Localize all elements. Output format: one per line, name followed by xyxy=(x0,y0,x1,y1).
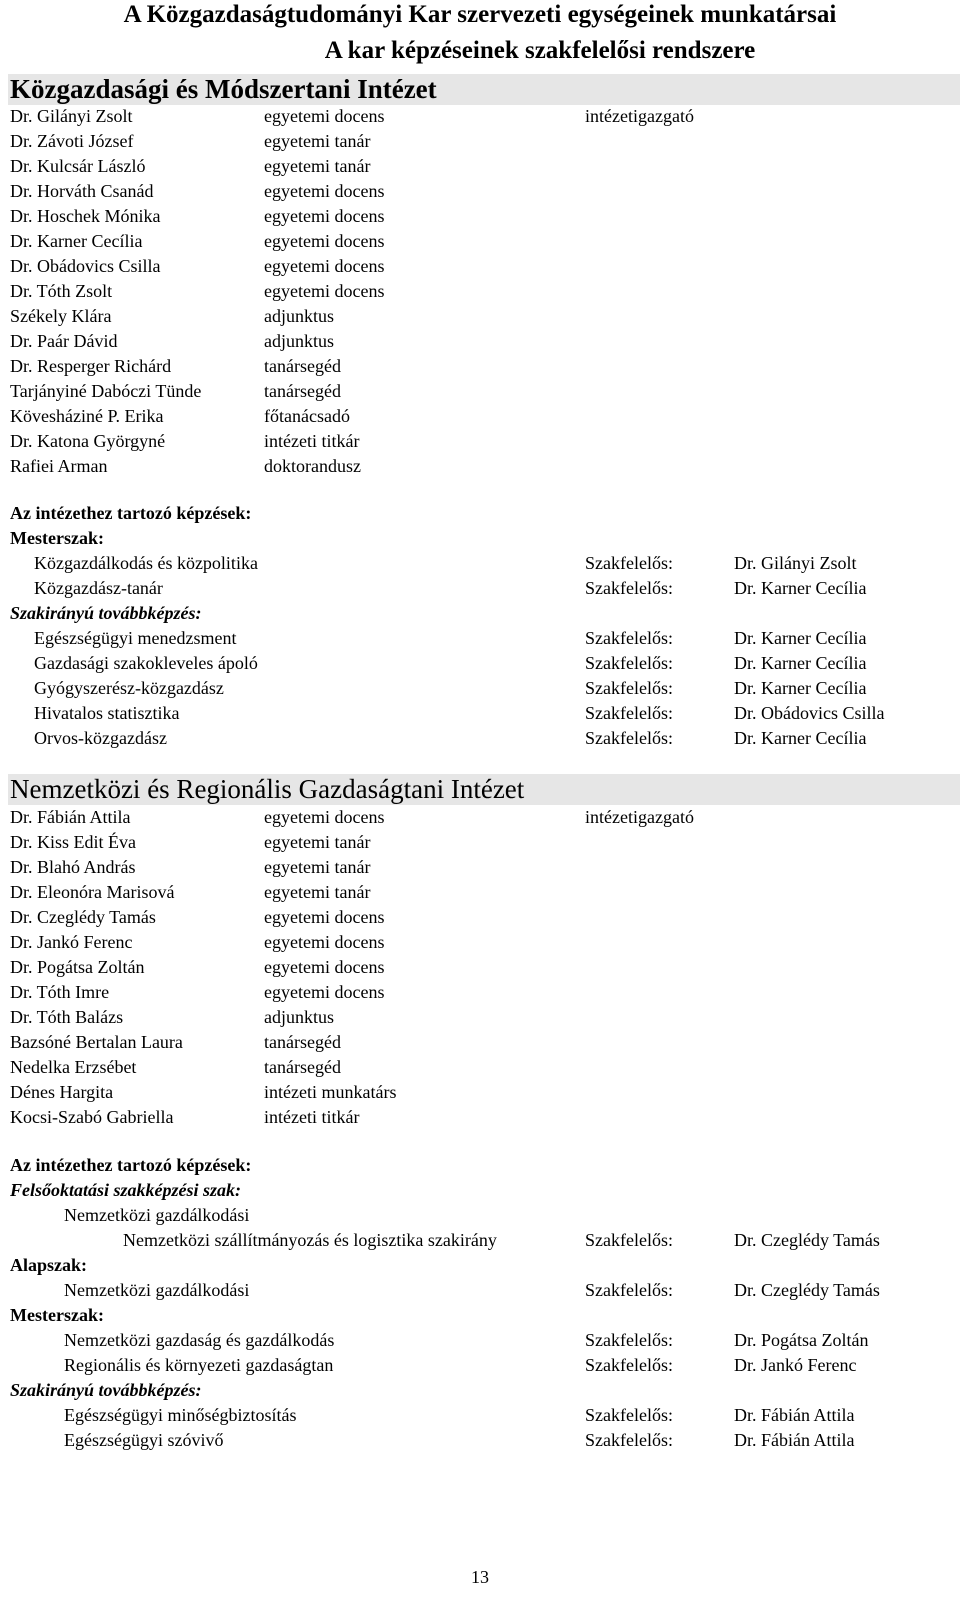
program-name: Gazdasági szakokleveles ápoló xyxy=(34,653,258,673)
responsible-label: Szakfelelős: xyxy=(585,1230,673,1250)
staff-name: Dr. Kiss Edit Éva xyxy=(10,832,136,852)
staff-row xyxy=(0,1030,960,1055)
staff-position: egyetemi tanár xyxy=(264,882,371,902)
program-name: Regionális és környezeti gazdaságtan xyxy=(64,1355,334,1375)
staff-name: Dr. Horváth Csanád xyxy=(10,181,154,201)
staff-position: egyetemi docens xyxy=(264,231,385,251)
staff-name: Dr. Závoti József xyxy=(10,131,134,151)
staff-row xyxy=(0,429,960,454)
staff-row xyxy=(0,855,960,880)
responsible-person: Dr. Obádovics Csilla xyxy=(734,703,885,723)
program-name: Egészségügyi szóvivő xyxy=(64,1430,224,1450)
responsible-person: Dr. Pogátsa Zoltán xyxy=(734,1330,869,1350)
responsible-person: Dr. Fábián Attila xyxy=(734,1430,855,1450)
staff-name: Dr. Eleonóra Marisová xyxy=(10,882,175,902)
responsible-label: Szakfelelős: xyxy=(585,578,673,598)
staff-position: egyetemi docens xyxy=(264,982,385,1002)
staff-row xyxy=(0,905,960,930)
staff-name: Dr. Fábián Attila xyxy=(10,807,131,827)
program-name: Nemzetközi gazdaság és gazdálkodás xyxy=(64,1330,335,1350)
staff-list xyxy=(0,805,960,1130)
staff-row xyxy=(0,1055,960,1080)
staff-row xyxy=(0,254,960,279)
program-name: Közgazdász-tanár xyxy=(34,578,163,598)
staff-name: Dr. Tóth Zsolt xyxy=(10,281,113,301)
staff-row xyxy=(0,329,960,354)
staff-position: adjunktus xyxy=(264,306,334,326)
responsible-label: Szakfelelős: xyxy=(585,653,673,673)
staff-position: egyetemi docens xyxy=(264,256,385,276)
staff-row xyxy=(0,955,960,980)
staff-name: Dr. Blahó András xyxy=(10,857,136,877)
staff-row xyxy=(0,279,960,304)
staff-row xyxy=(0,830,960,855)
staff-name: Dr. Pogátsa Zoltán xyxy=(10,957,145,977)
responsible-label: Szakfelelős: xyxy=(585,703,673,723)
staff-role: intézetigazgató xyxy=(585,807,694,827)
staff-name: Dr. Kulcsár László xyxy=(10,156,146,176)
responsible-person: Dr. Karner Cecília xyxy=(734,728,867,748)
staff-position: tanársegéd xyxy=(264,356,341,376)
staff-position: egyetemi docens xyxy=(264,807,385,827)
staff-row xyxy=(0,154,960,179)
responsible-label: Szakfelelős: xyxy=(585,1330,673,1350)
document-title: A Közgazdaságtudományi Kar szervezeti egységeinek munkatársai xyxy=(123,1,837,28)
program-name: Egészségügyi minőségbiztosítás xyxy=(64,1405,297,1425)
staff-position: egyetemi docens xyxy=(264,281,385,301)
staff-row xyxy=(0,204,960,229)
staff-name: Kövesháziné P. Erika xyxy=(10,406,164,426)
staff-name: Dr. Katona Györgyné xyxy=(10,431,166,451)
responsible-person: Dr. Karner Cecília xyxy=(734,653,867,673)
staff-row xyxy=(0,379,960,404)
staff-name: Nedelka Erzsébet xyxy=(10,1057,137,1077)
responsible-label: Szakfelelős: xyxy=(585,1405,673,1425)
staff-name: Bazsóné Bertalan Laura xyxy=(10,1032,183,1052)
staff-name: Dr. Paár Dávid xyxy=(10,331,118,351)
vocational-label: Felsőoktatási szakképzési szak: xyxy=(10,1180,242,1200)
responsible-person: Dr. Fábián Attila xyxy=(734,1405,855,1425)
staff-position: egyetemi docens xyxy=(264,957,385,977)
staff-position: egyetemi docens xyxy=(264,106,385,126)
program-name: Közgazdálkodás és közpolitika xyxy=(34,553,258,573)
programs-label: Az intézethez tartozó képzések: xyxy=(10,1155,252,1175)
staff-row xyxy=(0,129,960,154)
staff-name: Dr. Tóth Balázs xyxy=(10,1007,124,1027)
staff-position: tanársegéd xyxy=(264,1057,341,1077)
institute-name: Közgazdasági és Módszertani Intézet xyxy=(10,74,437,104)
staff-row xyxy=(0,354,960,379)
staff-name: Dr. Hoschek Mónika xyxy=(10,206,161,226)
program-name: Egészségügyi menedzsment xyxy=(34,628,237,648)
staff-name: Dr. Tóth Imre xyxy=(10,982,110,1002)
responsible-person: Dr. Karner Cecília xyxy=(734,628,867,648)
staff-position: főtanácsadó xyxy=(264,406,350,426)
staff-row xyxy=(0,404,960,429)
staff-position: adjunktus xyxy=(264,331,334,351)
responsible-label: Szakfelelős: xyxy=(585,628,673,648)
staff-position: egyetemi tanár xyxy=(264,832,371,852)
staff-row xyxy=(0,930,960,955)
staff-name: Dr. Czeglédy Tamás xyxy=(10,907,156,927)
staff-position: tanársegéd xyxy=(264,1032,341,1052)
program-name: Nemzetközi gazdálkodási xyxy=(64,1280,250,1300)
staff-name: Dr. Gilányi Zsolt xyxy=(10,106,133,126)
staff-position: egyetemi docens xyxy=(264,181,385,201)
staff-position: egyetemi docens xyxy=(264,907,385,927)
staff-name: Kocsi-Szabó Gabriella xyxy=(10,1107,174,1127)
staff-row xyxy=(0,304,960,329)
further-training-label: Szakirányú továbbképzés: xyxy=(10,1380,202,1400)
staff-position: intézeti titkár xyxy=(264,1107,360,1127)
responsible-label: Szakfelelős: xyxy=(585,1430,673,1450)
responsible-label: Szakfelelős: xyxy=(585,1280,673,1300)
staff-row xyxy=(0,1080,960,1105)
responsible-label: Szakfelelős: xyxy=(585,1355,673,1375)
staff-position: tanársegéd xyxy=(264,381,341,401)
staff-name: Dénes Hargita xyxy=(10,1082,114,1102)
responsible-label: Szakfelelős: xyxy=(585,728,673,748)
staff-name: Székely Klára xyxy=(10,306,112,326)
staff-position: intézeti munkatárs xyxy=(264,1082,397,1102)
further-training-label: Szakirányú továbbképzés: xyxy=(10,603,202,623)
vocational-program-name: Nemzetközi gazdálkodási xyxy=(64,1205,250,1225)
staff-position: egyetemi tanár xyxy=(264,857,371,877)
staff-row xyxy=(0,805,960,830)
staff-row xyxy=(0,980,960,1005)
staff-row xyxy=(0,880,960,905)
staff-role: intézetigazgató xyxy=(585,106,694,126)
staff-name: Dr. Obádovics Csilla xyxy=(10,256,161,276)
program-name: Nemzetközi szállítmányozás és logisztika szakirány xyxy=(123,1230,497,1250)
staff-row xyxy=(0,1105,960,1130)
bachelor-label: Alapszak: xyxy=(10,1255,88,1275)
staff-row xyxy=(0,104,960,129)
responsible-label: Szakfelelős: xyxy=(585,553,673,573)
staff-row xyxy=(0,1005,960,1030)
staff-name: Tarjányiné Dabóczi Tünde xyxy=(10,381,202,401)
staff-position: intézeti titkár xyxy=(264,431,360,451)
responsible-person: Dr. Karner Cecília xyxy=(734,578,867,598)
staff-name: Dr. Karner Cecília xyxy=(10,231,143,251)
institute-heading xyxy=(8,74,960,105)
programs-label: Az intézethez tartozó képzések: xyxy=(10,503,252,523)
masters-label: Mesterszak: xyxy=(10,528,104,548)
responsible-person: Dr. Czeglédy Tamás xyxy=(734,1230,880,1250)
staff-list xyxy=(0,104,960,479)
staff-position: egyetemi docens xyxy=(264,206,385,226)
program-name: Hivatalos statisztika xyxy=(34,703,180,723)
responsible-person: Dr. Czeglédy Tamás xyxy=(734,1280,880,1300)
staff-position: doktorandusz xyxy=(264,456,361,476)
program-name: Gyógyszerész-közgazdász xyxy=(34,678,224,698)
staff-position: egyetemi tanár xyxy=(264,156,371,176)
document-subtitle: A kar képzéseinek szakfelelősi rendszere xyxy=(324,37,756,64)
staff-name: Dr. Jankó Ferenc xyxy=(10,932,133,952)
responsible-person: Dr. Gilányi Zsolt xyxy=(734,553,857,573)
institute-heading xyxy=(8,774,960,805)
staff-position: adjunktus xyxy=(264,1007,334,1027)
staff-row xyxy=(0,229,960,254)
program-name: Orvos-közgazdász xyxy=(34,728,167,748)
staff-row xyxy=(0,454,960,479)
responsible-person: Dr. Jankó Ferenc xyxy=(734,1355,857,1375)
staff-name: Dr. Resperger Richárd xyxy=(10,356,172,376)
institute-name: Nemzetközi és Regionális Gazdaságtani Intézet xyxy=(10,774,525,804)
responsible-label: Szakfelelős: xyxy=(585,678,673,698)
masters-label: Mesterszak: xyxy=(10,1305,104,1325)
staff-row xyxy=(0,179,960,204)
staff-name: Rafiei Arman xyxy=(10,456,108,476)
page-number: 13 xyxy=(471,1567,489,1587)
staff-position: egyetemi tanár xyxy=(264,131,371,151)
staff-position: egyetemi docens xyxy=(264,932,385,952)
responsible-person: Dr. Karner Cecília xyxy=(734,678,867,698)
